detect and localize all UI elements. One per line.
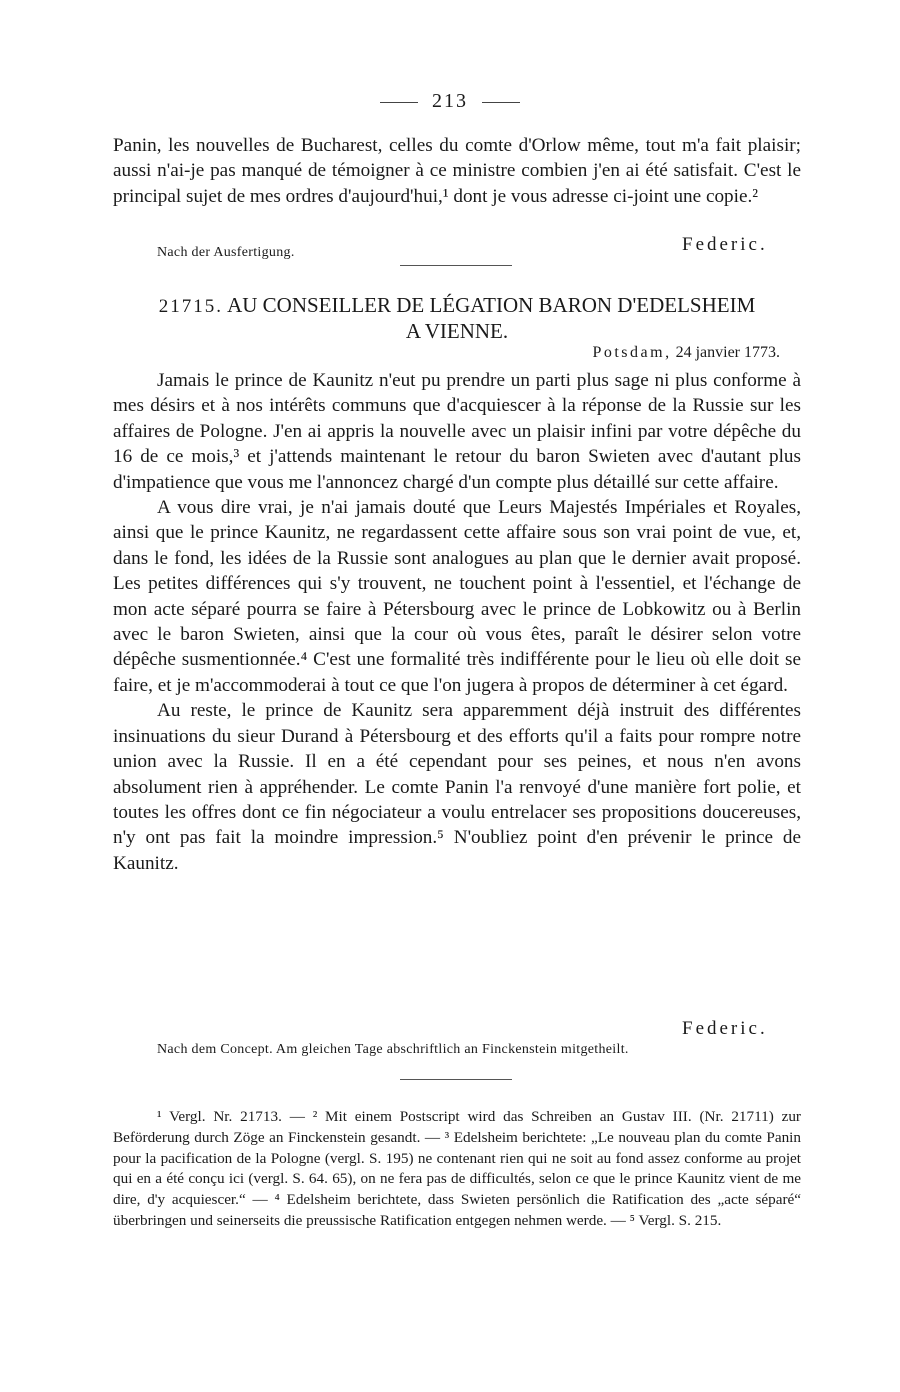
continuation-paragraph: Panin, les nouvelles de Bucharest, celles du comte d'Orlow même, tout m'a fait plaisir; aussi n'ai-je pas manqué de témoigner à ce ministre combien j'en ai été satisfait. C'est le principal sujet de mes ordres d'aujourd'hui,¹ dont je vous adresse ci-joint une copie.² bbox=[113, 135, 801, 207]
letter-paragraph-3: Au reste, le prince de Kaunitz sera apparemment déjà instruit des différentes insinuations du sieur Durand à Pétersbourg et des efforts qu'il a faits pour rompre notre union avec la Russie. Il en a été cependant pour ses peines, et nous n'en avons absolument rien à appréhender. Le comte Panin l'a renvoyé d'une manière fort polie, et toutes les offres dont ce fin négociateur a voulu entrelacer ses propositions doucereuses, n'y ont pas fait la moindre impression.⁵ N'oubliez point d'en prévenir le prince de Kaunitz. bbox=[113, 700, 801, 874]
header-dash-left bbox=[380, 102, 418, 103]
continuation-paragraph-block bbox=[113, 133, 801, 209]
letter-number: 21715. bbox=[158, 296, 223, 317]
separator-rule-1 bbox=[400, 265, 512, 266]
source-note-1: Nach der Ausfertigung. bbox=[157, 245, 295, 260]
dateline bbox=[592, 344, 780, 362]
signature-2: Federic. bbox=[682, 1018, 768, 1039]
page-number: 213 bbox=[432, 90, 468, 112]
footnotes-block bbox=[113, 1107, 801, 1232]
separator-rule-2 bbox=[400, 1079, 512, 1080]
letter-body bbox=[113, 368, 801, 876]
letter-paragraph-2: A vous dire vrai, je n'ai jamais douté que Leurs Majestés Impériales et Royales, ainsi que le prince Kaunitz, ne regardassent cette affaire sous son vrai point de vue, et, dans le fond, les idées de la Russie sont analogues au plan que le dernier avait proposé. Les petites différences qui s'y trouvent, ne touchent point à l'essentiel, et l'échange de mon acte séparé pourra se faire à Pétersbourg avec le prince de Lobkowitz ou à Berlin avec le baron Swieten, ainsi que la cour où vous êtes, paraît le désirer selon votre dépêche susmentionnée.⁴ C'est une formalité très indifférente pour le lieu où elle doit se faire, et je m'accommoderai à tout ce que l'on jugera à propos de déterminer à cet égard. bbox=[113, 497, 801, 696]
date-place: Potsdam, bbox=[592, 344, 672, 361]
date-rest: 24 janvier 1773. bbox=[675, 344, 780, 361]
letter-heading-line2: A VIENNE. bbox=[405, 319, 509, 343]
source-note-2: Nach dem Concept. Am gleichen Tage abschriftlich an Finckenstein mitgetheilt. bbox=[157, 1042, 629, 1057]
page-header bbox=[0, 90, 900, 113]
letter-heading-line1 bbox=[113, 293, 801, 319]
signature-1: Federic. bbox=[682, 234, 768, 255]
letter-heading bbox=[113, 293, 801, 344]
header-dash-right bbox=[482, 102, 520, 103]
letter-addressee: AU CONSEILLER DE LÉGATION BARON D'EDELSHEIM bbox=[227, 293, 756, 317]
letter-paragraph-1: Jamais le prince de Kaunitz n'eut pu prendre un parti plus sage ni plus conforme à mes désirs et à nos intérêts communs que d'acquiescer à la réponse de la Russie sur les affaires de Pologne. J'en ai appris la nouvelle avec un plaisir infini par votre dépêche du 16 de ce mois,³ et j'attends maintenant le retour du baron Swieten avec d'autant plus d'impatience que vous me l'annoncez chargé d'un compte plus détaillé sur cette affaire. bbox=[113, 370, 801, 493]
footnotes-text: ¹ Vergl. Nr. 21713. — ² Mit einem Postscript wird das Schreiben an Gustav III. (Nr. 21711) zur Beförderung durch Zöge an Finckenstein gesandt. — ³ Edelsheim berichtete: „Le nouveau plan du comte Panin pour la pacification de la Pologne (vergl. S. 195) ne contenant rien qui ne soit au fond assez conforme au projet qui en a été conçu ici (vergl. S. 64. 65), on ne fera pas de difficultés, selon ce que le prince Kaunitz vient de me dire, d'y acquiescer.“ — ⁴ Edelsheim berichtete, dass Swieten persönlich die Ratification des „acte séparé“ überbringen und seinerseits die preussische Ratification entgegen nehmen werde. — ⁵ Vergl. S. 215. bbox=[113, 1108, 801, 1229]
